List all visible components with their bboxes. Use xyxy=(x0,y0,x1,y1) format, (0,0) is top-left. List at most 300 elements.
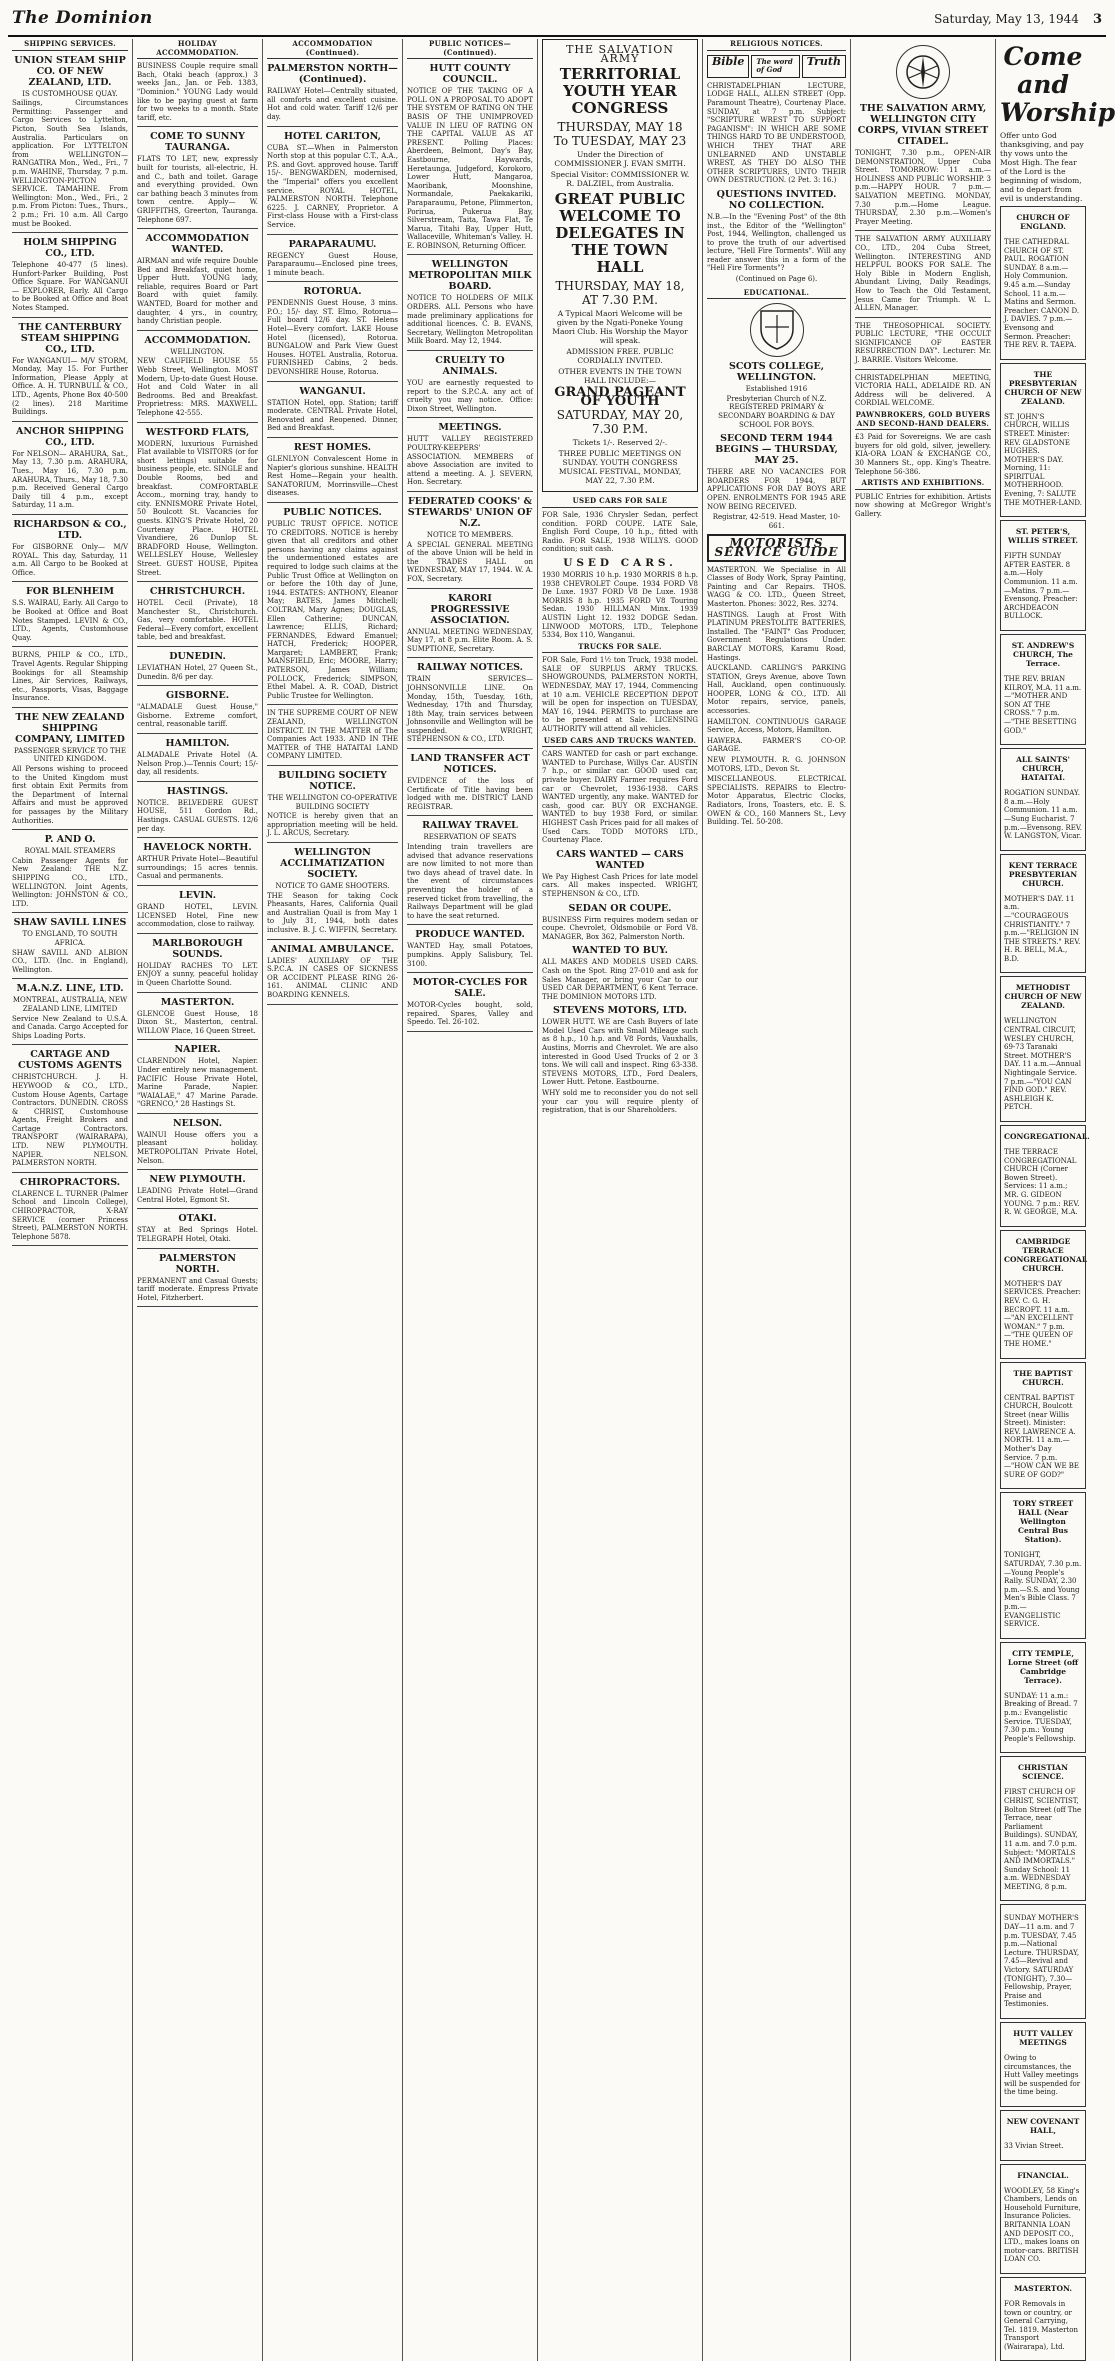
ad-body: NOTICE TO HOLDERS OF MILK ORDERS. ALL Persons who have made preliminary applications for additional licences. C. B. EVANS, Secretary, Wellington Metropolitan Milk Board. May 12, 1944. xyxy=(407,294,533,346)
ad xyxy=(407,753,533,811)
divider xyxy=(12,912,128,913)
school-term: SECOND TERM 1944 BEGINS — THURSDAY, MAY 25. xyxy=(715,433,838,467)
ad-subheading: NOTICE TO MEMBERS. xyxy=(426,530,514,539)
ad xyxy=(542,1089,698,1115)
church-notice xyxy=(1000,206,1086,360)
motorists-guide-logo: MOTORISTS SERVICE GUIDE xyxy=(707,534,846,561)
ad-body: LEVIATHAN Hotel, 27 Queen St., Dunedin. 8/6 per day. xyxy=(137,664,258,681)
category-header: SHIPPING SERVICES. xyxy=(12,39,128,51)
ad-body: AUCKLAND. CARLING'S PARKING STATION, Greys Avenue, above Town Hall, Auckland, open continuously. HOOPER, LONG & CO., LTD. All Motor repairs, service, panels, accessories. xyxy=(707,664,846,716)
ad-body: PERMANENT and Casual Guests; tariff moderate. Empress Private Hotel, Fitzherbert. xyxy=(137,1276,258,1302)
ad xyxy=(542,511,698,554)
ad-heading: P. AND O. xyxy=(44,834,96,846)
ad-body: LADIES' AUXILIARY OF THE S.P.C.A. IN CASES OF SICKNESS OR ACCIDENT PLEASE RING 26-161. ANIMAL CLINIC AND BOARDING KENNELS. xyxy=(267,956,398,999)
divider xyxy=(267,381,398,382)
ad-body: MODERN, luxurious Furnished Flat available to VISITORS (or for short lettings) suitable for business people, etc. SINGLE and Double Rooms, bed and breakfast. COMFORTABLE Accom., morning tray, handy to city. ENNISMORE Private Hotel, 50 Boulcott St. Vacancies for guests. KING'S Private Hotel, 20 Courtenay Place. HOTEL Vivandiere, 26 Dunlop St. BRADFORD House, Wellington. WELLESLEY House, Wellesley Street. GUEST HOUSE, Pipitea Street. xyxy=(137,439,258,577)
divider xyxy=(12,1245,128,1246)
ad-body: PUBLIC TRUST OFFICE. NOTICE TO CREDITORS. NOTICE is hereby given that all creditors and other persons having any claims against the undermentioned estates are required to lodge such claims at the Public Trust Office at Wellington on or before the 10th day of June, 1944. ESTATES: ANTHONY, Eleanor May; BATES, James Mitchell; COLTRAN, Mary Agnes; DOUGLAS, Ellen Catherine; DUNCAN, Lawrence; ELLIS, Richard; FERNANDES, Edward Emanuel; HATCH, Frederick; HOOPER, Margaret; LAMBERT, Frank; MANSFIELD, Eric; MOORE, Harry; PATERSON, James William; POLLOCK, Frederick; SIMPSON, Ethel Mabel. A. R. COAD, District Public Trustee for Wellington. xyxy=(267,519,398,700)
ad xyxy=(12,586,128,642)
divider xyxy=(137,1039,258,1040)
ad xyxy=(855,493,991,519)
ad-body: LOWER HUTT. WE are Cash Buyers of late Model Used Cars with Small Mileage such as 8 h.p., 10 h.p. and V8 Fords, Vauxhalls, Austins, Morris and Chevrolet. We are also interested in Good Used Trucks of 2 or 3 tons. We will call and inspect. Ring 63-338. STEVENS MOTORS, LTD., Ford Dealers, Lower Hutt. Petone. Eastbourne. xyxy=(542,1018,698,1087)
ad-body: HOTEL Cecil (Private), 18 Manchester St., Christchurch. Gas, very comfortable. HOTEL Federal—Every comfort, excellent table, bed and breakfast. xyxy=(137,599,259,642)
ad xyxy=(542,873,698,899)
ad xyxy=(407,593,533,654)
church-body: CENTRAL BAPTIST CHURCH, Boulcott Street (near Willis Street). Minister: REV. LAWRENCE A. NORTH. 11 a.m.—Mother's Day Service. 7 p.m.—"HOW CAN WE BE SURE OF GOD?" xyxy=(1004,1393,1080,1479)
ad-body: NOTICE. BELVEDERE GUEST HOUSE, 511 Gordon Rd., Hastings. CASUAL GUESTS. 12/6 per day. xyxy=(137,798,258,833)
ad-subheading: WELLINGTON. xyxy=(170,347,225,356)
ad-subheading: ROYAL MAIL STEAMERS xyxy=(24,847,116,856)
ad xyxy=(707,775,846,827)
church-body: ST. JOHN'S CHURCH, WILLIS STREET. Minister: REV. GLADSTONE HUGHES. MOTHER'S DAY. Morning, 11: SPIRITUAL MOTHERHOOD. Evening, 7: SALUTE THE MOTHER-LAND. xyxy=(1004,412,1082,507)
ad-body: HAWERA. FARMER'S CO-OP. GARAGE. xyxy=(707,736,846,754)
ad-body: CHRISTCHURCH. J. H. HEYWOOD & CO., LTD., Custom House Agents, Cartage Contractors. DUNEDIN. CROSS & CHRIST, Customhouse Agents, Freight Brokers and Cartage Contractors. TRANSPORT (WAIRARAPA), LTD. NEW PLYMOUTH. NAPIER. NELSON. PALMERSTON NORTH. xyxy=(12,1073,128,1168)
church-notice xyxy=(1000,1642,1086,1754)
church-notice xyxy=(1000,1230,1086,1359)
church-body: Owing to circumstances, the Hutt Valley meetings will be suspended for the time being. xyxy=(1004,2054,1081,2097)
category-header: TRUCKS FOR SALE. xyxy=(542,642,698,654)
ad-body: THE SALVATION ARMY AUXILIARY CO., LTD., 204 Cuba Street, Wellington. INTERESTING AND HELPFUL BOOKS FOR SALE. The Holy Bible in Modern English, Abundant Living, Daily Readings, How to Teach the Old Testament, Jesus Came for Triumph. W. L. ALLEN, Manager. xyxy=(855,235,991,313)
ad-body: For WANGANUI— M/V STORM, Monday, May 15. For Further Information, Please Apply at Office. A. H. TURNBULL & CO., LTD., Agents, Phone Box 40-500 (2 lines). 218 Maritime Buildings. xyxy=(12,356,128,417)
ad-body: CUBA ST.—When in Palmerston North stop at this popular C.T., A.A., P.S. and Govt. approved house. Tariff 15/-. BENGWARDEN, modernised, the "Imperial" offers you excellent service. ROYAL HOTEL, PALMERSTON NORTH. Telephone 6225. J. CARNEY, Proprietor. A First-class House with a First-class Service. xyxy=(267,143,398,229)
ad xyxy=(137,842,258,881)
ad xyxy=(267,442,398,498)
ad-body: NOTICE OF THE TAKING OF A POLL ON A PROPOSAL TO ADOPT THE SYSTEM OF RATING ON THE BASIS OF THE UNIMPROVED VALUE IN LIEU OF RATING ON THE CAPITAL VALUE AS AT PRESENT. Polling Places: Aberdeen, Belmont, Day's Bay, Eastbourne, Haywards, Heretaunga, Judgeford, Korokoro, Lower Hutt, Mangaroa, Maoribank, Moonshine, Normandale, Paekakariki, Paraparaumu, Petone, Plimmerton, Porirua, Pukerua Bay, Silverstream, Taita, Tawa Flat, Te Marua, Titahi Bay, Upper Hutt, Wallaceville, Whiteman's Valley. H. E. ROBINSON, Returning Officer. xyxy=(407,87,533,250)
ad-body: For NELSON— ARAHURA, Sat., May 13, 7.30 p.m. ARAHURA, Tues., May 16, 7.30 p.m. ARAHURA, Thurs., May 18, 7.30 p.m. Received General Cargo Daily till 4 p.m., except Saturday, 11 a.m. xyxy=(12,449,128,510)
divider xyxy=(407,417,533,418)
ad-heading: WELLINGTON METROPOLITAN MILK BOARD. xyxy=(408,259,532,293)
ad-body: MISCELLANEOUS. ELECTRICAL SPECIALISTS. REPAIRS to Electro-Motor Apparatus, Electric Clocks, Radiators, Irons, Toasters, etc. E. S. OWEN & CO., 160 Manners St., Levy Building. Tel. 50-208. xyxy=(707,775,846,827)
page-number: 3 xyxy=(1092,12,1102,27)
sa-admission: ADMISSION FREE. PUBLIC CORDIALLY INVITED. xyxy=(566,347,674,366)
divider xyxy=(267,939,398,940)
ad xyxy=(12,237,128,313)
divider xyxy=(137,1248,258,1249)
ad-subheading: RESERVATION OF SEATS xyxy=(423,833,517,842)
column-public-notices xyxy=(403,39,538,2361)
ad xyxy=(267,709,398,761)
church-list xyxy=(1000,206,1090,2361)
ad-body: HAMILTON. CONTINUOUS GARAGE Service, Access, Motors, Hamilton. xyxy=(707,717,846,735)
ad-heading: CHIROPRACTORS. xyxy=(19,1176,121,1188)
church-heading: CONGREGATIONAL. xyxy=(1004,1132,1090,1141)
ad-body: BURNS, PHILP & CO., LTD., Travel Agents. Regular Shipping Bookings for all Steamship Lines, Air Services, Railways, etc., Passports, Visas, Baggage Insurance. xyxy=(12,651,128,703)
ad xyxy=(137,786,258,833)
church-heading: CHRISTIAN SCIENCE. xyxy=(1018,1763,1068,1782)
church-body: FOR Removals in town or country, or General Carrying, Tel. 1819. Masterton Transport (Wairarapa), Ltd. xyxy=(1004,2299,1078,2351)
divider xyxy=(267,126,398,127)
ad xyxy=(855,322,991,365)
divider xyxy=(137,1208,258,1209)
ad xyxy=(12,426,128,510)
ad-body: THE THEOSOPHICAL SOCIETY. PUBLIC LECTURE, "THE OCCULT SIGNIFICANCE OF EASTER RESURRECTION DAY". Lecturer: Mr. J. BARRIE. Visitors Welcome. xyxy=(855,321,991,365)
ad-heading: LAND TRANSFER ACT NOTICES. xyxy=(410,753,530,776)
church-body: THE CATHEDRAL CHURCH OF ST. PAUL. ROGATION SUNDAY. 8 a.m.—Holy Communion. 9.45 a.m.—Sunday School. 11 a.m.—Matins and Sermon. Preacher: CANON D. J. DAVIES. 7 p.m.—Evensong and Sermon. Preacher: THE REV. R. TAEPA. xyxy=(1004,238,1080,350)
church-notice xyxy=(1000,854,1086,974)
divider xyxy=(12,514,128,515)
divider xyxy=(137,885,258,886)
ad-heading: PALMERSTON NORTH. xyxy=(158,1252,237,1275)
ad-body: A SPECIAL GENERAL MEETING of the above Union will be held in the TRADES HALL on WEDNESDAY, MAY 17, 1944. W. A. FOX, Secretary. xyxy=(407,540,533,583)
ad-body: BUSINESS Couple require small Bach, Otaki beach (approx.) 3 weeks Jan., Jan. or Feb. 1383, "Dominion." YOUNG Lady would like to be paying guest at farm for two weeks to a month. State tariff, etc. xyxy=(137,62,258,122)
ad xyxy=(137,427,258,578)
divider xyxy=(12,829,128,830)
ad-body: NOTICE is hereby given that an appropriation meeting will be held. J. L. ARCUS, Secretary. xyxy=(267,812,398,838)
church-body: FIRST CHURCH OF CHRIST, SCIENTIST, Bolton Street (off The Terrace, near Parliament Buildings). SUNDAY, 11 a.m. and 7.0 p.m. Subject: "MORTALS AND IMMORTALS." Sunday School: 11 a.m. WEDNESDAY MEETING, 8 p.m. xyxy=(1004,1788,1082,1891)
divider xyxy=(137,126,258,127)
ad-heading: RAILWAY TRAVEL xyxy=(422,820,518,832)
ad-heading: DUNEDIN. xyxy=(169,651,226,663)
category-header: ARTISTS AND EXHIBITIONS. xyxy=(855,478,991,490)
ad-heading: THE CANTERBURY STEAM SHIPPING CO., LTD. xyxy=(18,321,122,355)
ad xyxy=(855,149,991,226)
ad xyxy=(137,738,258,777)
sa-title: TERRITORIAL YOUTH YEAR CONGRESS xyxy=(559,65,681,118)
divider xyxy=(12,421,128,422)
church-heading: ST. ANDREW'S CHURCH, The Terrace. xyxy=(1011,641,1075,668)
church-heading: METHODIST CHURCH OF NEW ZEALAND. xyxy=(1004,983,1082,1011)
ad xyxy=(12,834,128,908)
sa-note: A Typical Maori Welcome will be given by the Ngati-Poneke Young Maori Club. His Worship the Mayor will speak. xyxy=(552,309,688,346)
ad-body: MOTOR-Cycles bought, sold, repaired. Spares, Valley and Speedo. Tel. 26-102. xyxy=(407,1001,533,1027)
ad-heading: HASTINGS. xyxy=(166,785,229,797)
divider xyxy=(137,581,258,582)
ad-heading: OTAKI. xyxy=(178,1213,217,1225)
ad-body: SHAW SAVILL AND ALBION CO., LTD. (Inc. in England), Wellington. xyxy=(12,948,128,974)
ad-heading: RICHARDSON & CO., LTD. xyxy=(13,518,127,541)
church-heading: HUTT VALLEY MEETINGS xyxy=(1013,2029,1073,2047)
ad-heading: ROTORUA. xyxy=(303,286,362,298)
ad xyxy=(855,235,991,312)
church-body: SUNDAY: 11 a.m.: Breaking of Bread. 7 p.m.: Evangelistic Service. TUESDAY, 7.30 p.m.: Young People's Fellowship. xyxy=(1004,1691,1078,1743)
church-body: ROGATION SUNDAY. 8 a.m.—Holy Communion. 11 a.m.—Sung Eucharist. 7 p.m.—Evensong. REV. W. LANGSTON, Vicar. xyxy=(1004,789,1082,841)
ad xyxy=(12,651,128,703)
divider xyxy=(267,842,398,843)
ad-body: ALMADALE Private Hotel (A. Nelson Prop.)—Tennis Court; 15/- day, all residents. xyxy=(137,751,258,777)
column-salvation-army-misc xyxy=(851,39,996,2361)
ad-heading: WANGANUI. xyxy=(299,385,366,397)
ad xyxy=(707,611,846,663)
ad xyxy=(137,997,258,1036)
logo-word: Truth xyxy=(802,55,846,78)
ad-body: HUTT VALLEY REGISTERED POULTRY-KEEPERS' ASSOCIATION. MEMBERS of above Association are invited to attend a meeting. A. J. SEVERN, Hon. Secretary. xyxy=(407,435,533,487)
come-and-worship-title: Come and Worship xyxy=(1000,42,1115,127)
ad xyxy=(12,1049,128,1168)
church-body: 33 Vivian Street. xyxy=(1004,2141,1064,2150)
ad-body: PENDENNIS Guest House, 3 mins. P.O.; 15/- day. ST. Elmo, Rotorua—Full board 12/6 day. ST. Helens Hotel—Every comfort. LAKE House Hotel (licensed), Rotorua. BUNGALOW and Park View Guest Houses. HOTEL Australia, Rotorua. FURNISHED Cabins, 2 beds. DEVONSHIRE House, Rotorua. xyxy=(267,299,398,377)
sa-dates: THURSDAY, MAY 18 To TUESDAY, MAY 23 xyxy=(553,120,687,149)
ad xyxy=(707,718,846,735)
church-notice xyxy=(1000,1492,1086,1638)
category-header: PAWNBROKERS, GOLD BUYERS AND SECOND-HAND DEALERS. xyxy=(855,410,991,430)
ad-subheading: MONTREAL, AUSTRALIA, NEW ZEALAND LINE, LIMITED xyxy=(12,996,128,1013)
ad-body: CHRISTADELPHIAN LECTURE, LODGE HALL, ALLEN STREET (Opp. Paramount Theatre), Courtenay Place. SUNDAY, at 7 p.m. Subject: "SCRIPTURE WREST TO SUPPORT PAGANISM": IN WHICH ARE SOME THINGS HARD TO BE UNDERSTOOD, WHICH THEY THAT ARE UNLEARNED AND UNSTABLE WREST, AS THEY DO ALSO THE OTHER SCRIPTURES, UNTO THEIR OWN DESTRUCTION. (2 Pet. 3: 16.) xyxy=(707,81,846,185)
ad-body: 1930 MORRIS 10 h.p. 1930 MORRIS 8 h.p. 1938 CHEVROLET Coupe. 1934 FORD V8 De Luxe. 1937 FORD V8 De Luxe. 1938 MORRIS 8 h.p. 1935 FORD V8 Touring Sedan. 1930 HILLMAN Minx. 1939 AUSTIN Light 12. 1932 DODGE Sedan. LINWOOD MOTORS, LTD., Telephone 5334, Box 110, Wanganui. xyxy=(542,570,698,640)
sa-org: THE SALVATION ARMY xyxy=(566,43,674,65)
logo-word: Bible xyxy=(707,55,749,78)
ad xyxy=(267,770,398,838)
ad-body: STAY at Bed Springs Hotel. TELEGRAPH Hotel, Otaki. xyxy=(137,1226,258,1244)
ad xyxy=(542,916,698,942)
divider xyxy=(12,317,128,318)
bible-truth-logo xyxy=(707,55,846,78)
divider xyxy=(407,350,533,351)
ad-heading: PRODUCE WANTED. xyxy=(415,929,525,941)
ad-heading: WESTFORD FLATS, xyxy=(145,426,250,438)
church-notice xyxy=(1000,2164,1086,2274)
ad-heading: MEETINGS. xyxy=(438,422,502,434)
divider xyxy=(407,924,533,925)
ad-heading: FEDERATED COOKS' & STEWARDS' UNION OF N.Z. xyxy=(407,495,533,529)
ad-heading: ANCHOR SHIPPING CO., LTD. xyxy=(16,425,124,448)
category-header: RELIGIOUS NOTICES. xyxy=(707,39,846,51)
ad-body: We Pay Highest Cash Prices for late model cars. All makes inspected. WRIGHT, STEPHENSON & CO., LTD. xyxy=(542,872,698,898)
ad xyxy=(267,239,398,278)
school-desc: Presbyterian Church of N.Z. REGISTERED PRIMARY & SECONDARY BOARDING & DAY SCHOOL FOR BOYS. xyxy=(718,394,835,429)
ad-body: HOLIDAY RACHES TO LET. ENJOY a sunny, peaceful holiday in Queen Charlotte Sound. xyxy=(137,961,258,987)
divider xyxy=(267,1004,398,1005)
ad xyxy=(407,259,533,346)
ad xyxy=(267,131,398,230)
ad xyxy=(407,820,533,920)
ad-body: TRAIN SERVICES—JOHNSONVILLE LINE. On Monday, 15th, Tuesday, 16th, Wednesday, 17th and Thursday, 18th May, train services between Johnsonville and Wellington will be suspended. WRIGHT, STEPHENSON & CO., LTD. xyxy=(407,675,533,744)
church-notice xyxy=(1000,2110,1086,2161)
divider xyxy=(137,781,258,782)
divider xyxy=(267,765,398,766)
ad-body: RAILWAY Hotel—Centrally situated, all comforts and excellent cuisine. Hot and cold water. Tariff 12/6 per day. xyxy=(267,87,398,121)
ad xyxy=(707,566,846,609)
column-religious-educational xyxy=(703,39,851,2361)
salvation-army-congress-ad xyxy=(542,39,698,492)
ad-list xyxy=(267,63,398,1004)
category-header: ACCOMMODATION (Continued). xyxy=(267,39,398,59)
ad-heading: THE NEW ZEALAND SHIPPING COMPANY, LIMITED xyxy=(15,711,125,745)
divider xyxy=(12,1044,128,1045)
ad-body: Telephone 40-477 (5 lines). Hunfort-Parker Building, Post Office Square. For WANGANUI— EXPLORER, Early. All Cargo to be Booked at Office and Boat Notes Stamped. xyxy=(12,261,128,313)
church-notice xyxy=(1000,748,1086,851)
ad-heading: KARORI PROGRESSIVE ASSOCIATION. xyxy=(430,592,510,626)
divider xyxy=(267,281,398,282)
column-accommodation-continued xyxy=(263,39,403,2361)
ad-heading: SHAW SAVILL LINES xyxy=(13,917,127,929)
church-notice xyxy=(1000,976,1086,1122)
church-heading: THE PRESBYTERIAN CHURCH OF NEW ZEALAND. xyxy=(1004,369,1082,406)
ad-body: ANNUAL MEETING WEDNESDAY, May 17, at 8 p.m. Elite Room. A. S. SUMPTIONE, Secretary. xyxy=(407,627,533,653)
church-heading: KENT TERRACE PRESBYTERIAN CHURCH. xyxy=(1008,860,1078,888)
sa-pageant-date: SATURDAY, MAY 20, 7.30 P.M. xyxy=(556,408,684,437)
divider xyxy=(407,748,533,749)
ad-body: CLARENDON Hotel, Napier. Under entirely new management. PACIFIC House Private Hotel, Marine Parade, Napier. "WAIALAE," 47 Marine Parade. "GRENCO," 28 Hastings St. xyxy=(137,1057,258,1109)
ad-heading: CRUELTY TO ANIMALS. xyxy=(435,355,505,378)
ad xyxy=(542,571,698,640)
salvation-army-crest-icon xyxy=(896,45,950,99)
ad-heading: LEVIN. xyxy=(178,889,217,901)
ad-heading: ACCOMMODATION WANTED. xyxy=(145,233,250,256)
ad xyxy=(267,847,398,935)
ad xyxy=(407,63,533,250)
divider xyxy=(407,588,533,589)
ad xyxy=(137,1118,258,1165)
divider xyxy=(137,685,258,686)
ad-body: WANTED Hay, small Potatoes, pumpkins. Apply Salisbury, Tel. 3100. xyxy=(407,942,533,968)
ad-list xyxy=(407,63,533,1032)
ad-body: CLARENCE L. TURNER (Palmer School and Lincoln College), CHIROPRACTOR, X-RAY SERVICE (corner Princess Street), PALMERSTON NORTH. Telephone 5878. xyxy=(12,1189,128,1241)
ad-heading: NEW PLYMOUTH. xyxy=(149,1174,246,1186)
ad-body: £3 Paid for Sovereigns. We are cash buyers for old gold, silver, jewellery. KIA-ORA LOAN & EXCHANGE CO., 30 Manners St., opp. King's Theatre. Telephone 56-386. xyxy=(855,433,991,476)
ad-heading: PUBLIC NOTICES. xyxy=(283,506,382,518)
ad xyxy=(12,322,128,417)
sa-welcome: GREAT PUBLIC WELCOME TO DELEGATES IN THE TOWN HALL xyxy=(554,190,686,277)
divider xyxy=(137,933,258,934)
ad-list xyxy=(137,62,258,1307)
church-heading: FINANCIAL. xyxy=(1017,2170,1069,2180)
ad-heading: PALMERSTON NORTH—(Continued). xyxy=(267,63,398,86)
ad-body: All Persons wishing to proceed to the United Kingdom must first obtain Exit Permits from the Department of Internal Affairs and must be approved for passages by the Military Authorities. xyxy=(12,765,128,825)
ad xyxy=(12,917,128,974)
column-holiday-accommodation xyxy=(133,39,263,2361)
ad-body: GLENCOE Guest House, 18 Dixon St., Masterton, central. WILLOW Place, 16 Queen Street. xyxy=(137,1009,258,1035)
ad xyxy=(542,750,698,845)
divider xyxy=(12,646,128,647)
ad-heading: MASTERTON. xyxy=(160,996,235,1008)
ad xyxy=(707,82,846,185)
ad xyxy=(12,712,128,825)
worship-intro: Offer unto God thanksgiving, and pay thy vows unto the Most High. The fear of the Lord is the beginning of wisdom, and to depart from evil is understanding. xyxy=(1000,131,1084,203)
ad xyxy=(137,131,258,224)
divider xyxy=(12,707,128,708)
ad-body: ALL MAKES AND MODELS USED CARS. Cash on the Spot. Ring 27-010 and ask for Sales Manager, or bring your Car to our USED CAR DEPARTMENT, 6 Kent Terrace. THE DOMINION MOTORS LTD. xyxy=(542,958,698,1001)
sa-tickets: Tickets 1/-. Reserved 2/-. xyxy=(572,438,668,448)
ad-subheading: PASSENGER SERVICE TO THE UNITED KINGDOM. xyxy=(14,746,126,764)
church-heading: ST. PETER'S, WILLIS STREET. xyxy=(1008,527,1078,546)
ad xyxy=(137,1044,258,1109)
category-header: HOLIDAY ACCOMMODATION. xyxy=(137,39,258,59)
ad-body: BUSINESS Firm requires modern sedan or coupe. Chevrolet, Oldsmobile or Ford V8. MANAGER, Box 362, Palmerston North. xyxy=(542,915,698,941)
column-come-and-worship xyxy=(996,39,1115,2361)
divider xyxy=(267,502,398,503)
newspaper-title: The Dominion xyxy=(12,8,153,28)
school-founded: Established 1916 xyxy=(745,385,808,394)
column-salvation-army-cars xyxy=(538,39,703,2361)
church-heading: CITY TEMPLE, Lorne Street (off Cambridge Terrace). xyxy=(1007,1648,1079,1685)
ad-body: FLATS TO LET, new, expressly built for tourists, all-electric, H. and C., bath and toilet. Garage and everything provided. Own car bathing beach 3 minutes from town centre. Apply— W. GRIFFITHS, Greerton, Tauranga. Telephone 697. xyxy=(137,155,258,224)
ad-body: WHY sold me to reconsider you do not sell your car you will require plenty of registration, that is our Shareholders. xyxy=(542,1089,698,1115)
church-notice xyxy=(1000,2277,1086,2361)
ad-heading: CHRISTCHURCH. xyxy=(149,586,246,598)
ad-body: "ALMADALE Guest House," Gisborne. Extreme comfort, central, reasonable tariff. xyxy=(137,703,258,729)
ad xyxy=(407,496,533,584)
divider xyxy=(137,992,258,993)
ad-body: Sailings, Circumstances Permitting: Passenger and Cargo Services to Lyttelton, Picton, South Sea Islands, Australia. Particulars on application. For LYTTELTON from WELLINGTON— RANGATIRA Mon., Wed., Fri., 7 p.m. WAHINE, Thursday, 7 p.m. WELLINGTON-PICTON SERVICE. TAMAHINE. From Wellington: Mon., Wed., Fri., 2 p.m. From Picton: Tues., Thurs., 2 p.m.; Fri. 10 a.m. All Cargo must be Booked. xyxy=(12,99,128,228)
divider xyxy=(137,1169,258,1170)
divider xyxy=(137,330,258,331)
church-body: THE REV. BRIAN KILROY, M.A. 11 a.m.—"MOTHER AND SON AT THE CROSS." 7 p.m.—"THE BESETTING GOD." xyxy=(1004,675,1082,735)
ad xyxy=(137,938,258,988)
ad xyxy=(12,519,128,577)
ad-body: MASTERTON. We Specialise in All Classes of Body Work, Spray Painting, Painting and Car Repairs. THOS. WAGG & CO. LTD., Queen Street, Masterton. Phones: 3022, Res. 3274. xyxy=(707,565,846,608)
divider xyxy=(407,815,533,816)
ad-heading: HOTEL CARLTON, xyxy=(283,130,381,142)
school-name: SCOTS COLLEGE, WELLINGTON. xyxy=(728,361,825,384)
ad-heading: M.A.N.Z. LINE, LTD. xyxy=(16,983,124,995)
ad-body: NEW PLYMOUTH. R. G. JOHNSON MOTORS, LTD., Devon St. xyxy=(707,756,846,773)
ad-body: STATION Hotel, opp. Station; tariff moderate. CENTRAL Private Hotel, Renovated and Reopened. Dinner, Bed and Breakfast. xyxy=(267,398,398,433)
church-notice xyxy=(1000,634,1086,745)
church-notice xyxy=(1000,520,1086,631)
church-heading: NEW COVENANT HALL, xyxy=(1006,2116,1080,2135)
divider xyxy=(137,1306,258,1307)
ad-heading: NELSON. xyxy=(172,1117,223,1129)
ad-heading: WANTED TO BUY. xyxy=(572,945,668,957)
sa-other: OTHER EVENTS IN THE TOWN HALL INCLUDE:— xyxy=(558,367,682,386)
ad-heading: STEVENS MOTORS, LTD. xyxy=(553,1005,687,1017)
church-body: THE TERRACE CONGREGATIONAL CHURCH (Corner Bowen Street). Services: 11 a.m.; MR. G. GIDEON YOUNG. 7 p.m.: REV. R. W. GEORGE, M.A. xyxy=(1004,1148,1080,1217)
ad-body: For GISBORNE Only— M/V ROYAL. This day, Saturday, 11 a.m. All Cargo to be Booked at Office. xyxy=(12,542,128,577)
church-body: TONIGHT, SATURDAY, 7.30 p.m.—Young People's Rally. SUNDAY, 2.30 p.m.—S.S. and Young Men's Bible Class. 7 p.m.—EVANGELISTIC SERVICE. xyxy=(1004,1551,1082,1629)
church-body: SUNDAY MOTHER'S DAY—11 a.m. and 7 p.m. TUESDAY, 7.45 p.m.—National Lecture. THURSDAY, 7.45—Revival and Victory. SATURDAY (TONIGHT), 7.30—Fellowship, Prayer, Praise and Testimonies. xyxy=(1004,1914,1080,2009)
divider xyxy=(137,837,258,838)
ad-body: LEADING Private Hotel—Grand Central Hotel, Egmont St. xyxy=(137,1187,258,1204)
ad-heading: PARAPARAUMU. xyxy=(288,238,377,250)
ad xyxy=(267,507,398,700)
divider xyxy=(267,704,398,705)
ad-heading: ANIMAL AMBULANCE. xyxy=(270,943,395,955)
divider xyxy=(12,1172,128,1173)
ad-heading: HUTT COUNTY COUNCIL. xyxy=(429,63,511,86)
ad xyxy=(855,433,991,476)
ad-heading: REST HOMES. xyxy=(293,442,372,453)
logo-word: The word of God xyxy=(751,55,799,78)
ad-heading: HAVELOCK NORTH. xyxy=(143,842,252,854)
church-body: WELLINGTON CENTRAL CIRCUIT, WESLEY CHURCH, 69-73 Taranaki Street. MOTHER'S DAY. 11 a.m.—Annual Nightingale Service. 7 p.m.—"YOU CAN FIND GOD." REV. ASHLEIGH K. PETCH. xyxy=(1004,1017,1081,1112)
ad xyxy=(707,737,846,754)
ad xyxy=(407,977,533,1027)
divider xyxy=(137,1113,258,1114)
category-header: USED CARS FOR SALE xyxy=(542,496,698,508)
divider xyxy=(855,317,991,318)
divider xyxy=(12,978,128,979)
ad-body: PUBLIC Entries for exhibition. Artists now showing at McGregor Wright's Gallery. xyxy=(855,492,991,518)
ad-subheading: THE WELLINGTON CO-OPERATIVE BUILDING SOCIETY xyxy=(267,794,398,811)
ad xyxy=(12,55,128,229)
ad-body: CARS WANTED for cash or part exchange. WANTED to Purchase, Willys Car. AUSTIN 7 h.p., or similar car. GOOD used car, private buyer. DAIRY Farmer requires Ford car or Chevrolet, 1936-1938. CARS WANTED urgently, any make. WANTED for cash, good car. BUY OR EXCHANGE. WANTED to buy 1938 Ford, or similar. HIGHEST Cash Prices paid for all makes of Used Cars. TODD MOTORS LTD., Courtenay Place. xyxy=(542,750,698,845)
ad-body: GRAND HOTEL, LEVIN. LICENSED Hotel, Fine new accommodation, close to railway. xyxy=(137,902,258,929)
ad-heading: RAILWAY NOTICES. xyxy=(417,662,523,674)
divider xyxy=(407,491,533,492)
ad xyxy=(855,374,991,408)
column-shipping xyxy=(8,39,133,2361)
category-header: USED CARS AND TRUCKS WANTED. xyxy=(542,736,698,748)
church-heading: ALL SAINTS' CHURCH, HATAITAI. xyxy=(1016,755,1070,783)
ad-body: Cabin Passenger Agents for New Zealand: THE N.Z. SHIPPING CO., LTD., WELLINGTON. Joint Agents, Wellington: JOHNSTON & CO., LTD. xyxy=(12,856,128,908)
ad xyxy=(707,756,846,773)
ad-body: WAINUI House offers you a pleasant holiday. METROPOLITAN Private Hotel, Nelson. xyxy=(137,1130,258,1165)
ad-heading: UNION STEAM SHIP CO. OF NEW ZEALAND, LTD. xyxy=(14,54,126,88)
church-notice xyxy=(1000,1904,1086,2019)
ad-heading: USED CARS. xyxy=(563,556,677,569)
continued-note: (Continued on Page 6). xyxy=(735,275,818,284)
ad-body: GLENLYON Convalescent Home in Napier's glorious sunshine. HEALTH Rest Home—Regain your health. SANATORIUM, Morrinsville—Chest diseases. xyxy=(267,455,398,498)
ad-body: TONIGHT, 7.30 p.m., OPEN-AIR DEMONSTRATION, Upper Cuba Street. TOMORROW: 11 a.m.—HOLINESS AND PUBLIC WORSHIP. 3 p.m.—HAPPY HOUR. 7 p.m.—SALVATION MEETING. MONDAY, 7.30 p.m.—Home League. THURSDAY, 2.30 p.m.—Women's Prayer Meeting. xyxy=(855,149,991,226)
divider xyxy=(137,646,258,647)
ad xyxy=(267,63,398,121)
divider xyxy=(407,1031,533,1032)
ad xyxy=(542,1018,698,1087)
church-heading: CAMBRIDGE TERRACE CONGREGATIONAL CHURCH. xyxy=(1004,1236,1088,1273)
ad-body: Intending train travellers are advised that advance reservations are now limited to not more than two days ahead of travel date. In the event of circumstances preventing the holder of a reserved ticket from travelling, the Railways Department will be glad to have the seat returned. xyxy=(407,843,533,920)
ad-subheading: IS CUSTOMHOUSE QUAY. xyxy=(22,89,118,98)
church-notice xyxy=(1000,1125,1090,1227)
